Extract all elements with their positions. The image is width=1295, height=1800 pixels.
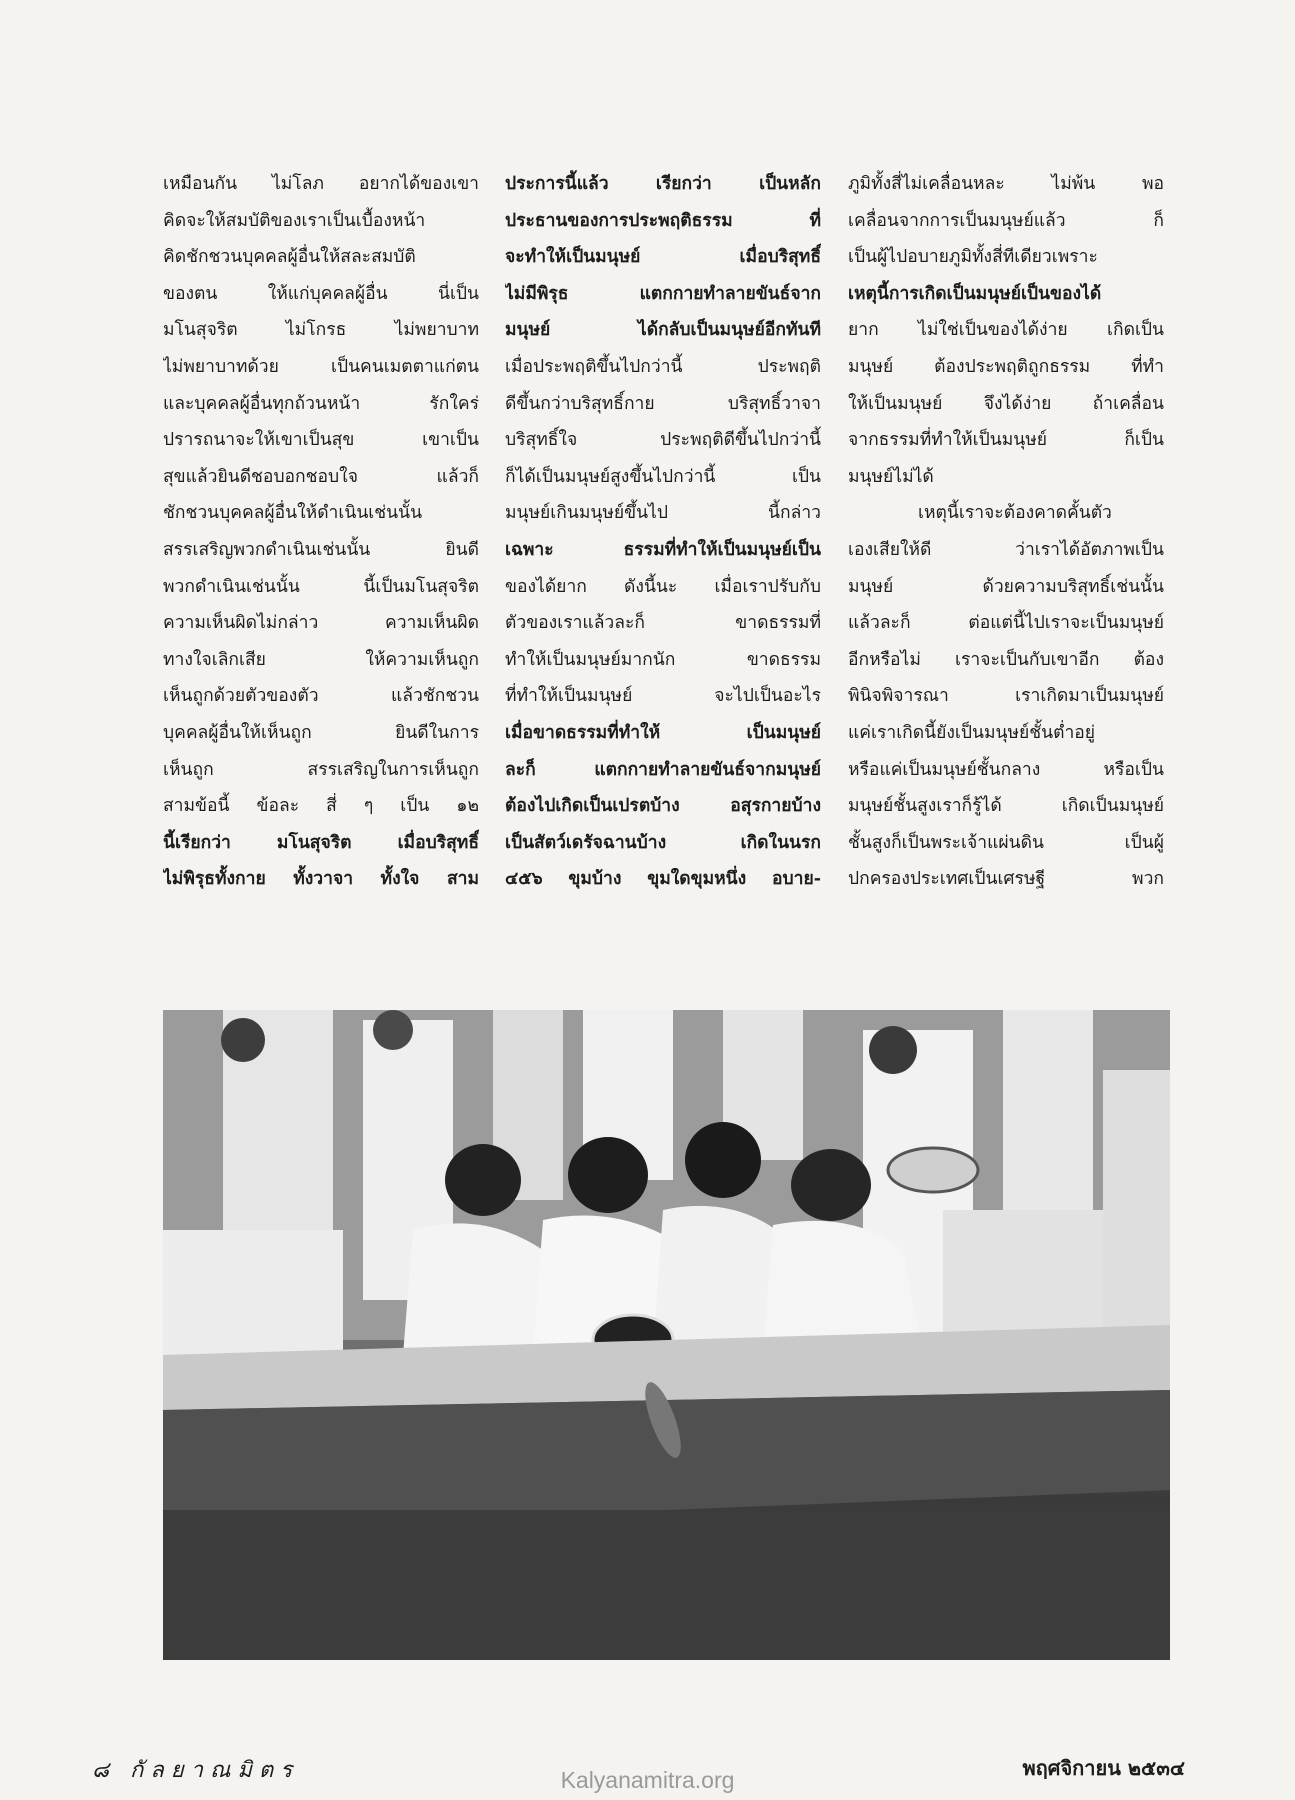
text-line: ละก็ แตกกายทำลายขันธ์จากมนุษย์: [505, 759, 821, 780]
text-line: ที่ทำให้เป็นมนุษย์ จะไปเป็นอะไร: [505, 686, 821, 707]
text-line: ยาก ไม่ใช่เป็นของได้ง่าย เกิดเป็น: [848, 320, 1164, 341]
text-line: มนุษย์ ต้องประพฤติถูกธรรม ที่ทำ: [848, 356, 1164, 377]
text-line: เหตุนี้การเกิดเป็นมนุษย์เป็นของได้: [848, 283, 1102, 304]
text-line: เป็นผู้ไปอบายภูมิทั้งสี่ทีเดียวเพราะ: [848, 247, 1098, 268]
text-line: แค่เราเกิดนี้ยังเป็นมนุษย์ชั้นต่ำอยู่: [848, 722, 1096, 743]
text-line: ภูมิทั้งสี่ไม่เคลื่อนหละ ไม่พ้น พอ: [848, 174, 1164, 194]
text-column-1: [163, 166, 479, 898]
text-line: แล้วละก็ ต่อแต่นี้ไปเราจะเป็นมนุษย์: [848, 613, 1164, 634]
text-line: ไม่พยาบาทด้วย เป็นคนเมตตาแก่ตน: [163, 356, 479, 377]
text-line: สามข้อนี้ ข้อละ สี่ ๆ เป็น ๑๒: [163, 796, 479, 817]
text-line: ความเห็นผิดไม่กล่าว ความเห็นผิด: [163, 613, 479, 634]
text-line: พินิจพิจารณา เราเกิดมาเป็นมนุษย์: [848, 686, 1164, 707]
text-line: เป็นสัตว์เดรัจฉานบ้าง เกิดในนรก: [505, 832, 821, 853]
text-line: มนุษย์เกินมนุษย์ขึ้นไป นี้กล่าว: [505, 503, 821, 524]
text-line: ไม่พิรุธทั้งกาย ทั้งวาจา ทั้งใจ สาม: [163, 869, 479, 890]
photo-illustration: [163, 1010, 1170, 1660]
text-line: จะทำให้เป็นมนุษย์ เมื่อบริสุทธิ์: [505, 247, 821, 268]
text-column-3: [848, 166, 1164, 898]
watermark: Kalyanamitra.org: [560, 1767, 735, 1793]
text-line: ให้เป็นมนุษย์ จึงได้ง่าย ถ้าเคลื่อน: [848, 393, 1164, 414]
text-line: จากธรรมที่ทำให้เป็นมนุษย์ ก็เป็น: [848, 430, 1164, 451]
text-line: ปรารถนาจะให้เขาเป็นสุข เขาเป็น: [163, 430, 479, 451]
text-line: ตัวของเราแล้วละก็ ขาดธรรมที่: [505, 613, 821, 634]
text-line: มนุษย์ไม่ได้: [848, 466, 934, 487]
text-line: เคลื่อนจากการเป็นมนุษย์แล้ว ก็: [848, 210, 1164, 231]
text-line: อีกหรือไม่ เราจะเป็นกับเขาอีก ต้อง: [848, 649, 1164, 670]
text-line: ปกครองประเทศเป็นเศรษฐี พวก: [848, 869, 1164, 890]
text-line: คิดชักชวนบุคคลผู้อื่นให้สละสมบัติ: [163, 247, 416, 268]
text-line: และบุคคลผู้อื่นทุกถ้วนหน้า รักใคร่: [163, 393, 479, 414]
text-line: สุขแล้วยินดีชอบอกชอบใจ แล้วก็: [163, 466, 479, 487]
text-line: ดีขึ้นกว่าบริสุทธิ์กาย บริสุทธิ์วาจา: [505, 393, 821, 414]
text-line: คิดจะให้สมบัติของเราเป็นเบื้องหน้า: [163, 210, 426, 231]
text-line: ก็ได้เป็นมนุษย์สูงขึ้นไปกว่านี้ เป็น: [505, 466, 821, 487]
text-line: ทางใจเลิกเสีย ให้ความเห็นถูก: [163, 649, 479, 670]
text-line: ทำให้เป็นมนุษย์มากนัก ขาดธรรม: [505, 649, 821, 670]
text-line: เหมือนกัน ไม่โลภ อยากได้ของเขา: [163, 174, 479, 194]
text-line: ชั้นสูงก็เป็นพระเจ้าแผ่นดิน เป็นผู้: [848, 832, 1164, 853]
footer-date: พฤศจิกายน ๒๕๓๔: [1022, 1756, 1185, 1780]
text-line: บริสุทธิ์ใจ ประพฤติดีขึ้นไปกว่านี้: [505, 430, 821, 451]
text-line: เห็นถูก สรรเสริญในการเห็นถูก: [163, 759, 479, 780]
text-line: เห็นถูกด้วยตัวของตัว แล้วชักชวน: [163, 686, 479, 707]
text-column-2: [505, 166, 821, 898]
text-line: มนุษย์ ด้วยความบริสุทธิ์เช่นนั้น: [848, 576, 1164, 597]
text-line: ชักชวนบุคคลผู้อื่นให้ดำเนินเช่นนั้น: [163, 503, 423, 524]
text-line: ประการนี้แล้ว เรียกว่า เป็นหลัก: [505, 174, 821, 194]
text-line: หรือแค่เป็นมนุษย์ชั้นกลาง หรือเป็น: [848, 759, 1164, 780]
text-line: ๔๕๖ ขุมบ้าง ขุมใดขุมหนึ่ง อบาย-: [505, 869, 821, 890]
text-line: เหตุนี้เราจะต้องคาดคั้นตัว: [918, 503, 1112, 524]
text-line: มนุษย์ ได้กลับเป็นมนุษย์อีกทันที: [505, 320, 821, 341]
text-line: ต้องไปเกิดเป็นเปรตบ้าง อสุรกายบ้าง: [505, 796, 821, 817]
text-line: ประธานของการประพฤติธรรม ที่: [505, 210, 821, 231]
text-line: ไม่มีพิรุธ แตกกายทำลายขันธ์จาก: [505, 283, 821, 304]
text-line: มโนสุจริต ไม่โกรธ ไม่พยาบาท: [163, 320, 479, 341]
text-line: นี้เรียกว่า มโนสุจริต เมื่อบริสุทธิ์: [163, 832, 479, 853]
text-line: เฉพาะ ธรรมที่ทำให้เป็นมนุษย์เป็น: [505, 539, 821, 560]
text-line: พวกดำเนินเช่นนั้น นี้เป็นมโนสุจริต: [163, 576, 479, 597]
text-line: เมื่อประพฤติขึ้นไปกว่านี้ ประพฤติ: [505, 356, 821, 377]
text-line: มนุษย์ชั้นสูงเราก็รู้ได้ เกิดเป็นมนุษย์: [848, 796, 1164, 817]
text-line: เมื่อขาดธรรมที่ทำให้ เป็นมนุษย์: [505, 722, 821, 743]
text-line: ของได้ยาก ดังนี้นะ เมื่อเราปรับกับ: [505, 576, 821, 597]
footer-magazine-name: ๘ กัลยาณมิตร: [92, 1758, 300, 1783]
text-line: เองเสียให้ดี ว่าเราได้อัตภาพเป็น: [848, 539, 1164, 560]
text-line: ของตน ให้แก่บุคคลผู้อื่น นี่เป็น: [163, 283, 479, 304]
text-line: สรรเสริญพวกดำเนินเช่นนั้น ยินดี: [163, 539, 479, 560]
text-line: บุคคลผู้อื่นให้เห็นถูก ยินดีในการ: [163, 722, 479, 743]
photo-fish-release: [163, 1010, 1170, 1660]
